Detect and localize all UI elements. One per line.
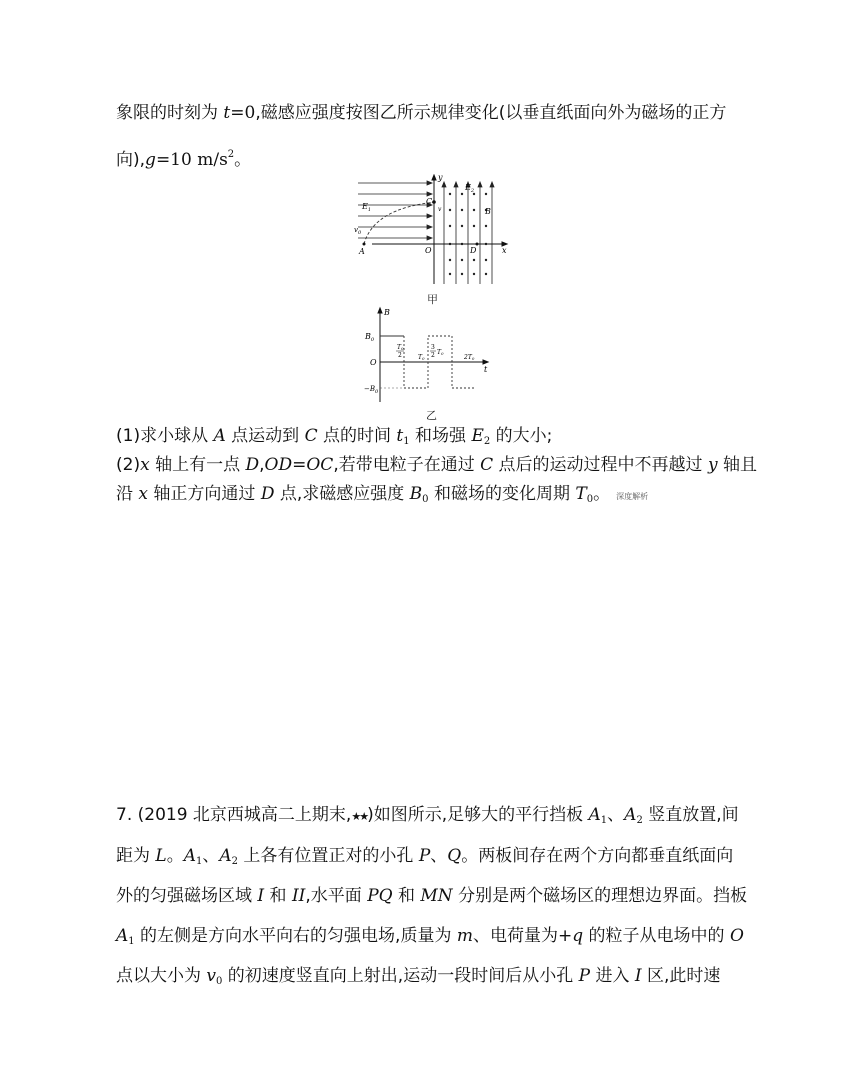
label-x: x — [502, 246, 507, 255]
label-e1: $E_1$ — [362, 202, 372, 213]
figure-jia-caption: 甲 — [427, 293, 438, 306]
problem7-line3: 外的匀强磁场区域 I 和 II,水平面 PQ 和 MN 分别是两个磁场区的理想边界面。挡板 — [116, 886, 748, 906]
question-1: (1)求小球从 A 点运动到 C 点的时间 $t_1$ 和场强 $E_2$ 的大小; — [116, 426, 553, 447]
problem6-intro-line2: 向),g=10 $m/s^2$。 — [116, 149, 252, 170]
label-d: D — [470, 246, 477, 255]
svg-text:T0: T0 — [397, 344, 404, 351]
label-b: B — [384, 308, 390, 317]
depth-analysis-tag: 深度解析 — [616, 492, 649, 501]
problem7-line4: $A_1$ 的左侧是方向水平向右的匀强电场,质量为 m、电荷量为+q 的粒子从电场中的 O — [116, 926, 744, 947]
problem7-line5: 点以大小为 $v_0$ 的初速度竖直向上射出,运动一段时间后从小孔 P 进入 I 区,此时速 — [116, 966, 721, 987]
tick-3t0-half — [430, 344, 444, 359]
label-o: O — [425, 246, 432, 255]
question-2-line2: 沿 x 轴正方向通过 D 点,求磁感应强度 $B_0$ 和磁场的变化周期 $T_0$。 深度解析 — [116, 484, 649, 505]
label-c: C — [426, 197, 433, 206]
svg-text:2: 2 — [431, 352, 435, 359]
label-o: O — [370, 358, 377, 367]
label-neg-b0: $-B_0$ — [364, 385, 379, 395]
tick-t0: T0 — [418, 354, 425, 361]
problem7-line1: 7. (2019 北京西城高二上期末,★★)如图所示,足够大的平行挡板 $A_1$、$A_2$ 竖直放置,间 — [116, 805, 739, 826]
label-e2: $E_2$ — [465, 183, 475, 194]
problem7-line2: 距为 L。$A_1$、$A_2$ 上各有位置正对的小孔 P、Q。两板间存在两个方向都垂直纸面向 — [116, 846, 734, 867]
figure-yi-caption: 乙 — [426, 409, 437, 422]
label-v: v — [438, 206, 442, 213]
figure-yi — [364, 306, 494, 406]
label-a: A — [359, 247, 365, 256]
difficulty-stars: ★★ — [351, 810, 368, 823]
problem6-intro-line1: 象限的时刻为 t=0,磁感应强度按图乙所示规律变化(以垂直纸面向外为磁场的正方 — [116, 103, 727, 123]
e2-field-lines — [442, 182, 494, 284]
label-t: t — [484, 365, 488, 374]
tick-2t0: 2T0 — [464, 354, 475, 361]
axes — [372, 175, 507, 284]
figure-jia — [352, 174, 512, 286]
svg-text:2: 2 — [398, 352, 402, 359]
tick-t0-half — [396, 344, 404, 359]
svg-text:3: 3 — [431, 344, 435, 351]
label-v0: $v_0$ — [354, 226, 362, 236]
question-2-line1: (2)x 轴上有一点 D,OD=OC,若带电粒子在通过 C 点后的运动过程中不再越过 y 轴且 — [116, 455, 757, 475]
label-b: B — [485, 207, 491, 216]
label-y: y — [438, 174, 443, 182]
svg-text:T0: T0 — [437, 349, 444, 356]
label-b0: $B_0$ — [365, 332, 375, 343]
